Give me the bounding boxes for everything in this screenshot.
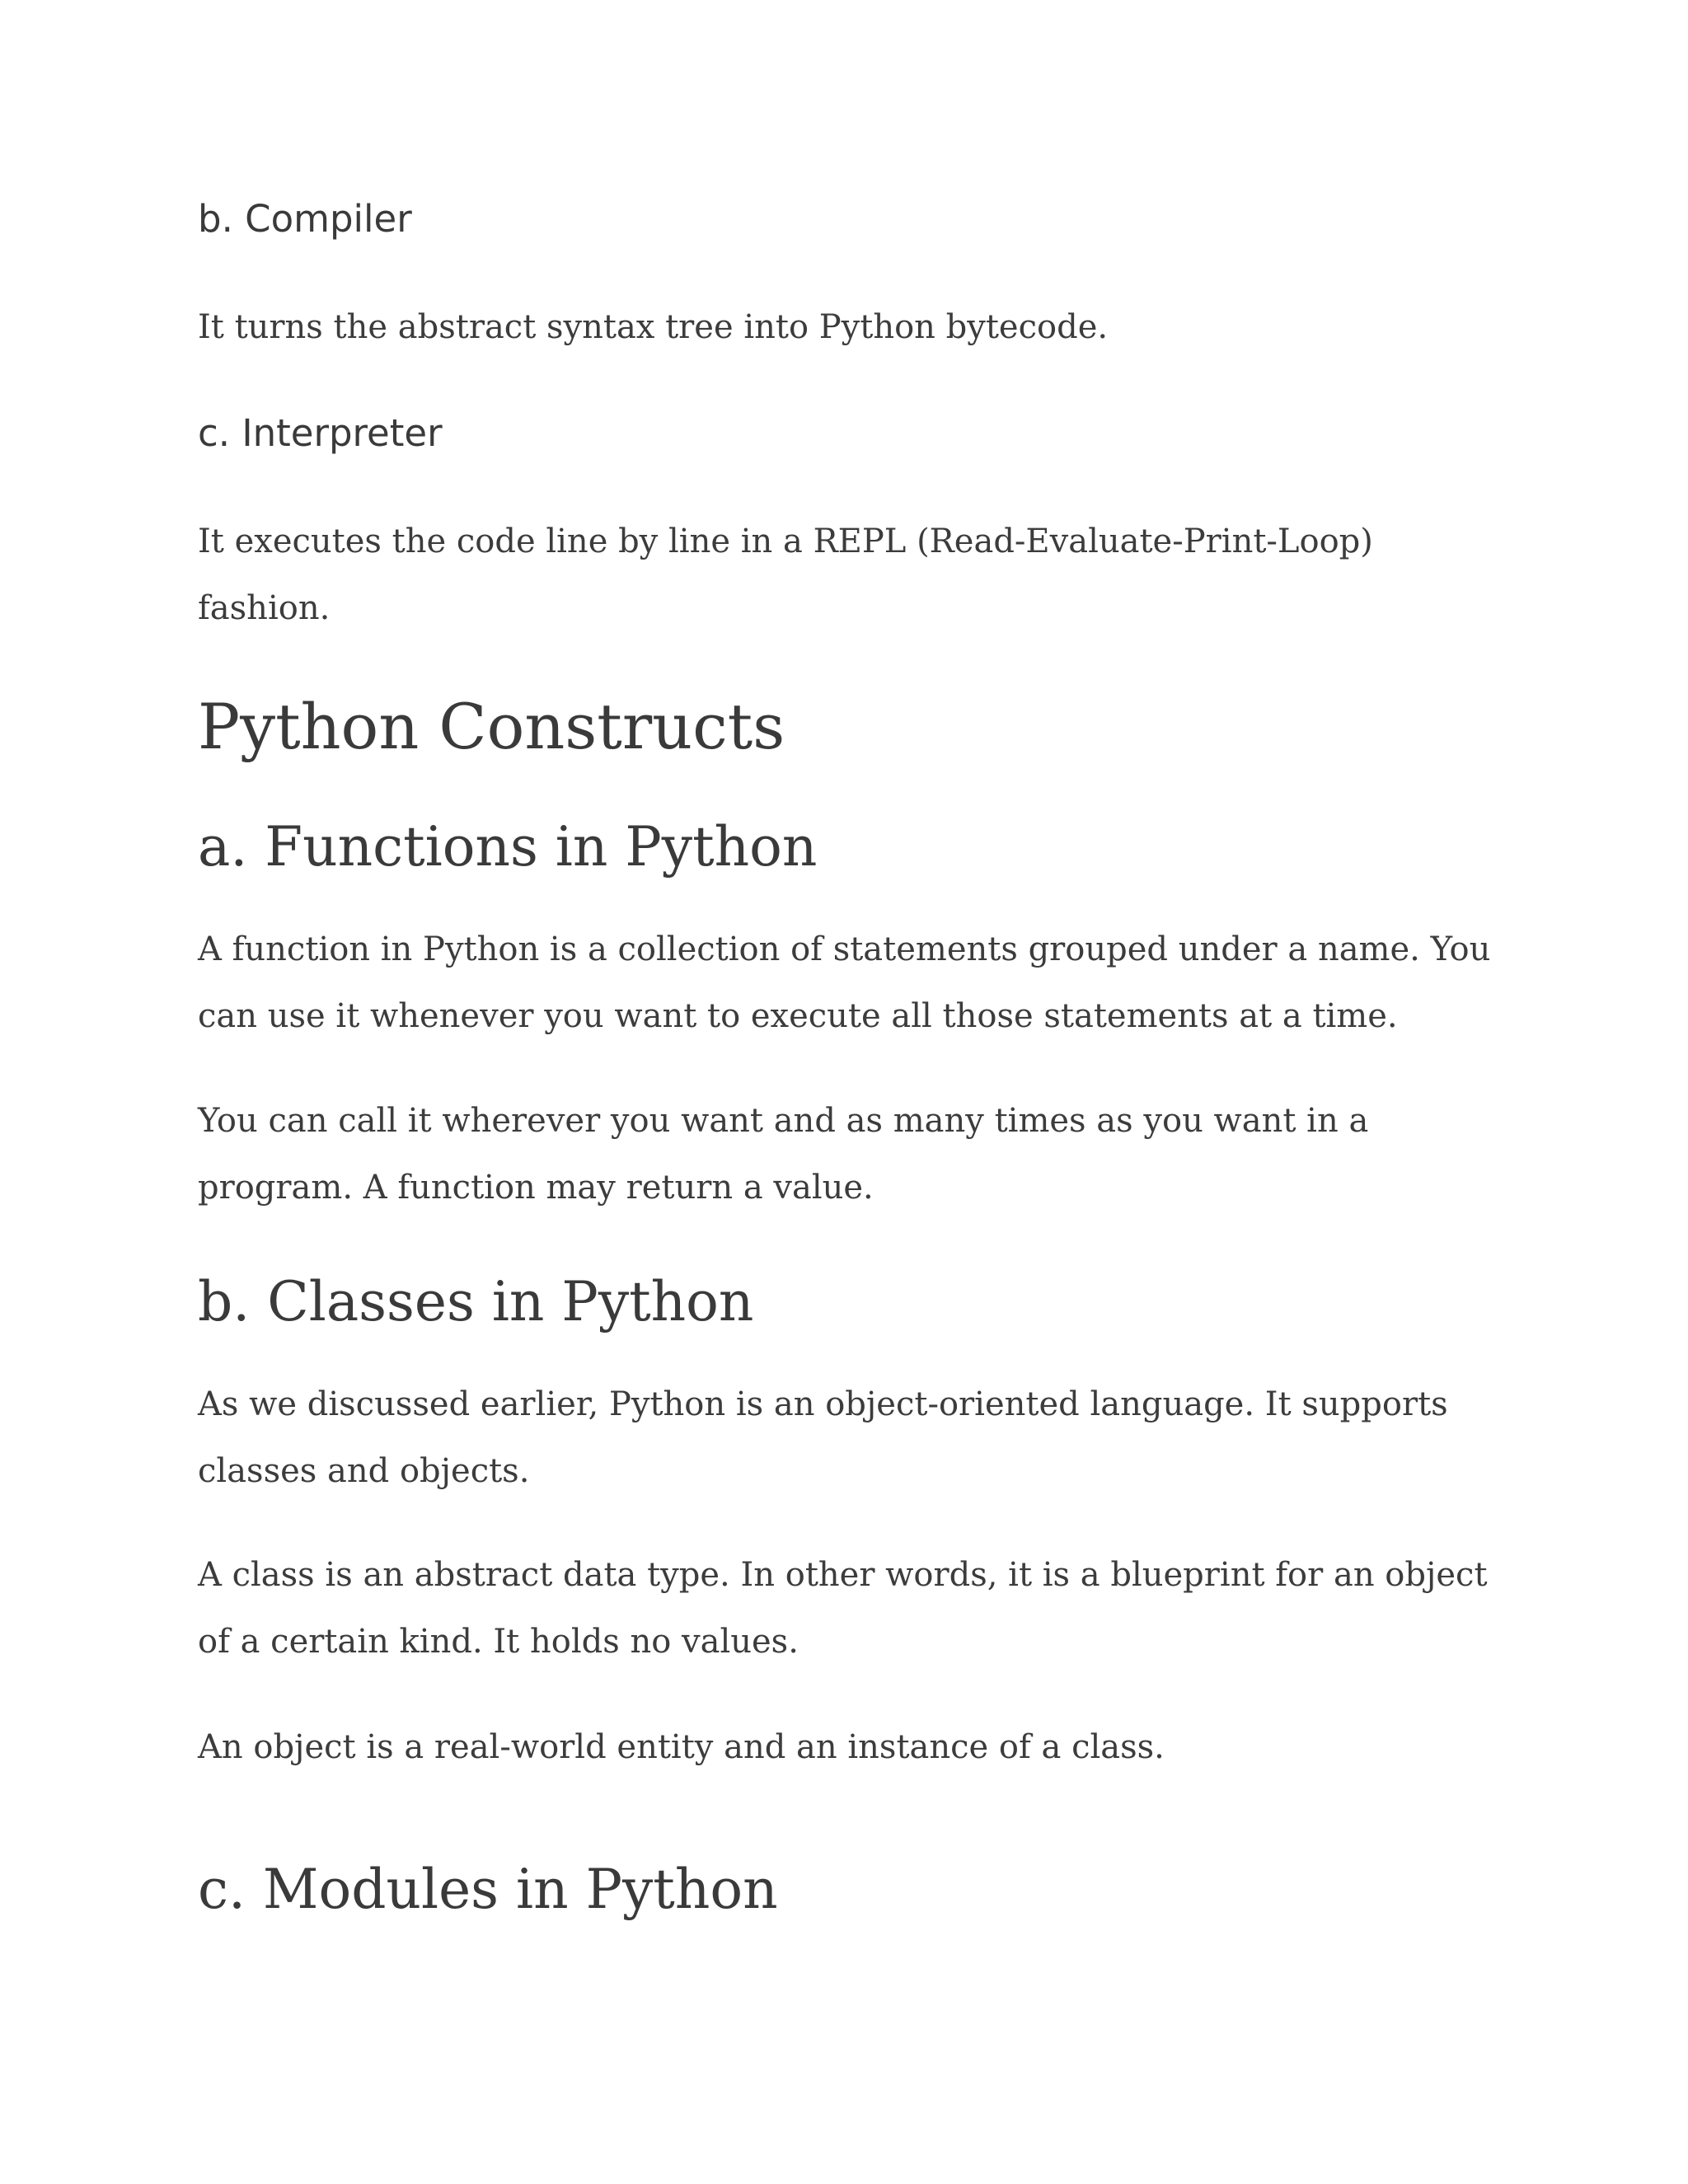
functions-paragraph-1: A function in Python is a collection of statements grouped under a name. You can use it whenever you want to execute all those statements at a time.	[198, 930, 1491, 1035]
classes-paragraph-2: A class is an abstract data type. In other words, it is a blueprint for an object of a certain kind. It holds no values.	[198, 1556, 1488, 1661]
functions-heading: a. Functions in Python	[198, 815, 818, 879]
compiler-heading: b. Compiler	[198, 197, 412, 241]
interpreter-heading: c. Interpreter	[198, 411, 443, 455]
interpreter-description: It executes the code line by line in a REPL (Read-Evaluate-Print-Loop) fashion.	[198, 523, 1373, 627]
compiler-description: It turns the abstract syntax tree into Python bytecode.	[198, 308, 1109, 346]
modules-heading: c. Modules in Python	[198, 1858, 778, 1921]
classes-paragraph-1: As we discussed earlier, Python is an object-oriented language. It supports classes and objects.	[198, 1385, 1448, 1490]
python-constructs-title: Python Constructs	[198, 690, 785, 763]
classes-heading: b. Classes in Python	[198, 1270, 754, 1333]
functions-paragraph-2: You can call it wherever you want and as many times as you want in a program. A function may return a value.	[198, 1102, 1369, 1207]
classes-paragraph-3: An object is a real-world entity and an instance of a class.	[198, 1728, 1165, 1766]
